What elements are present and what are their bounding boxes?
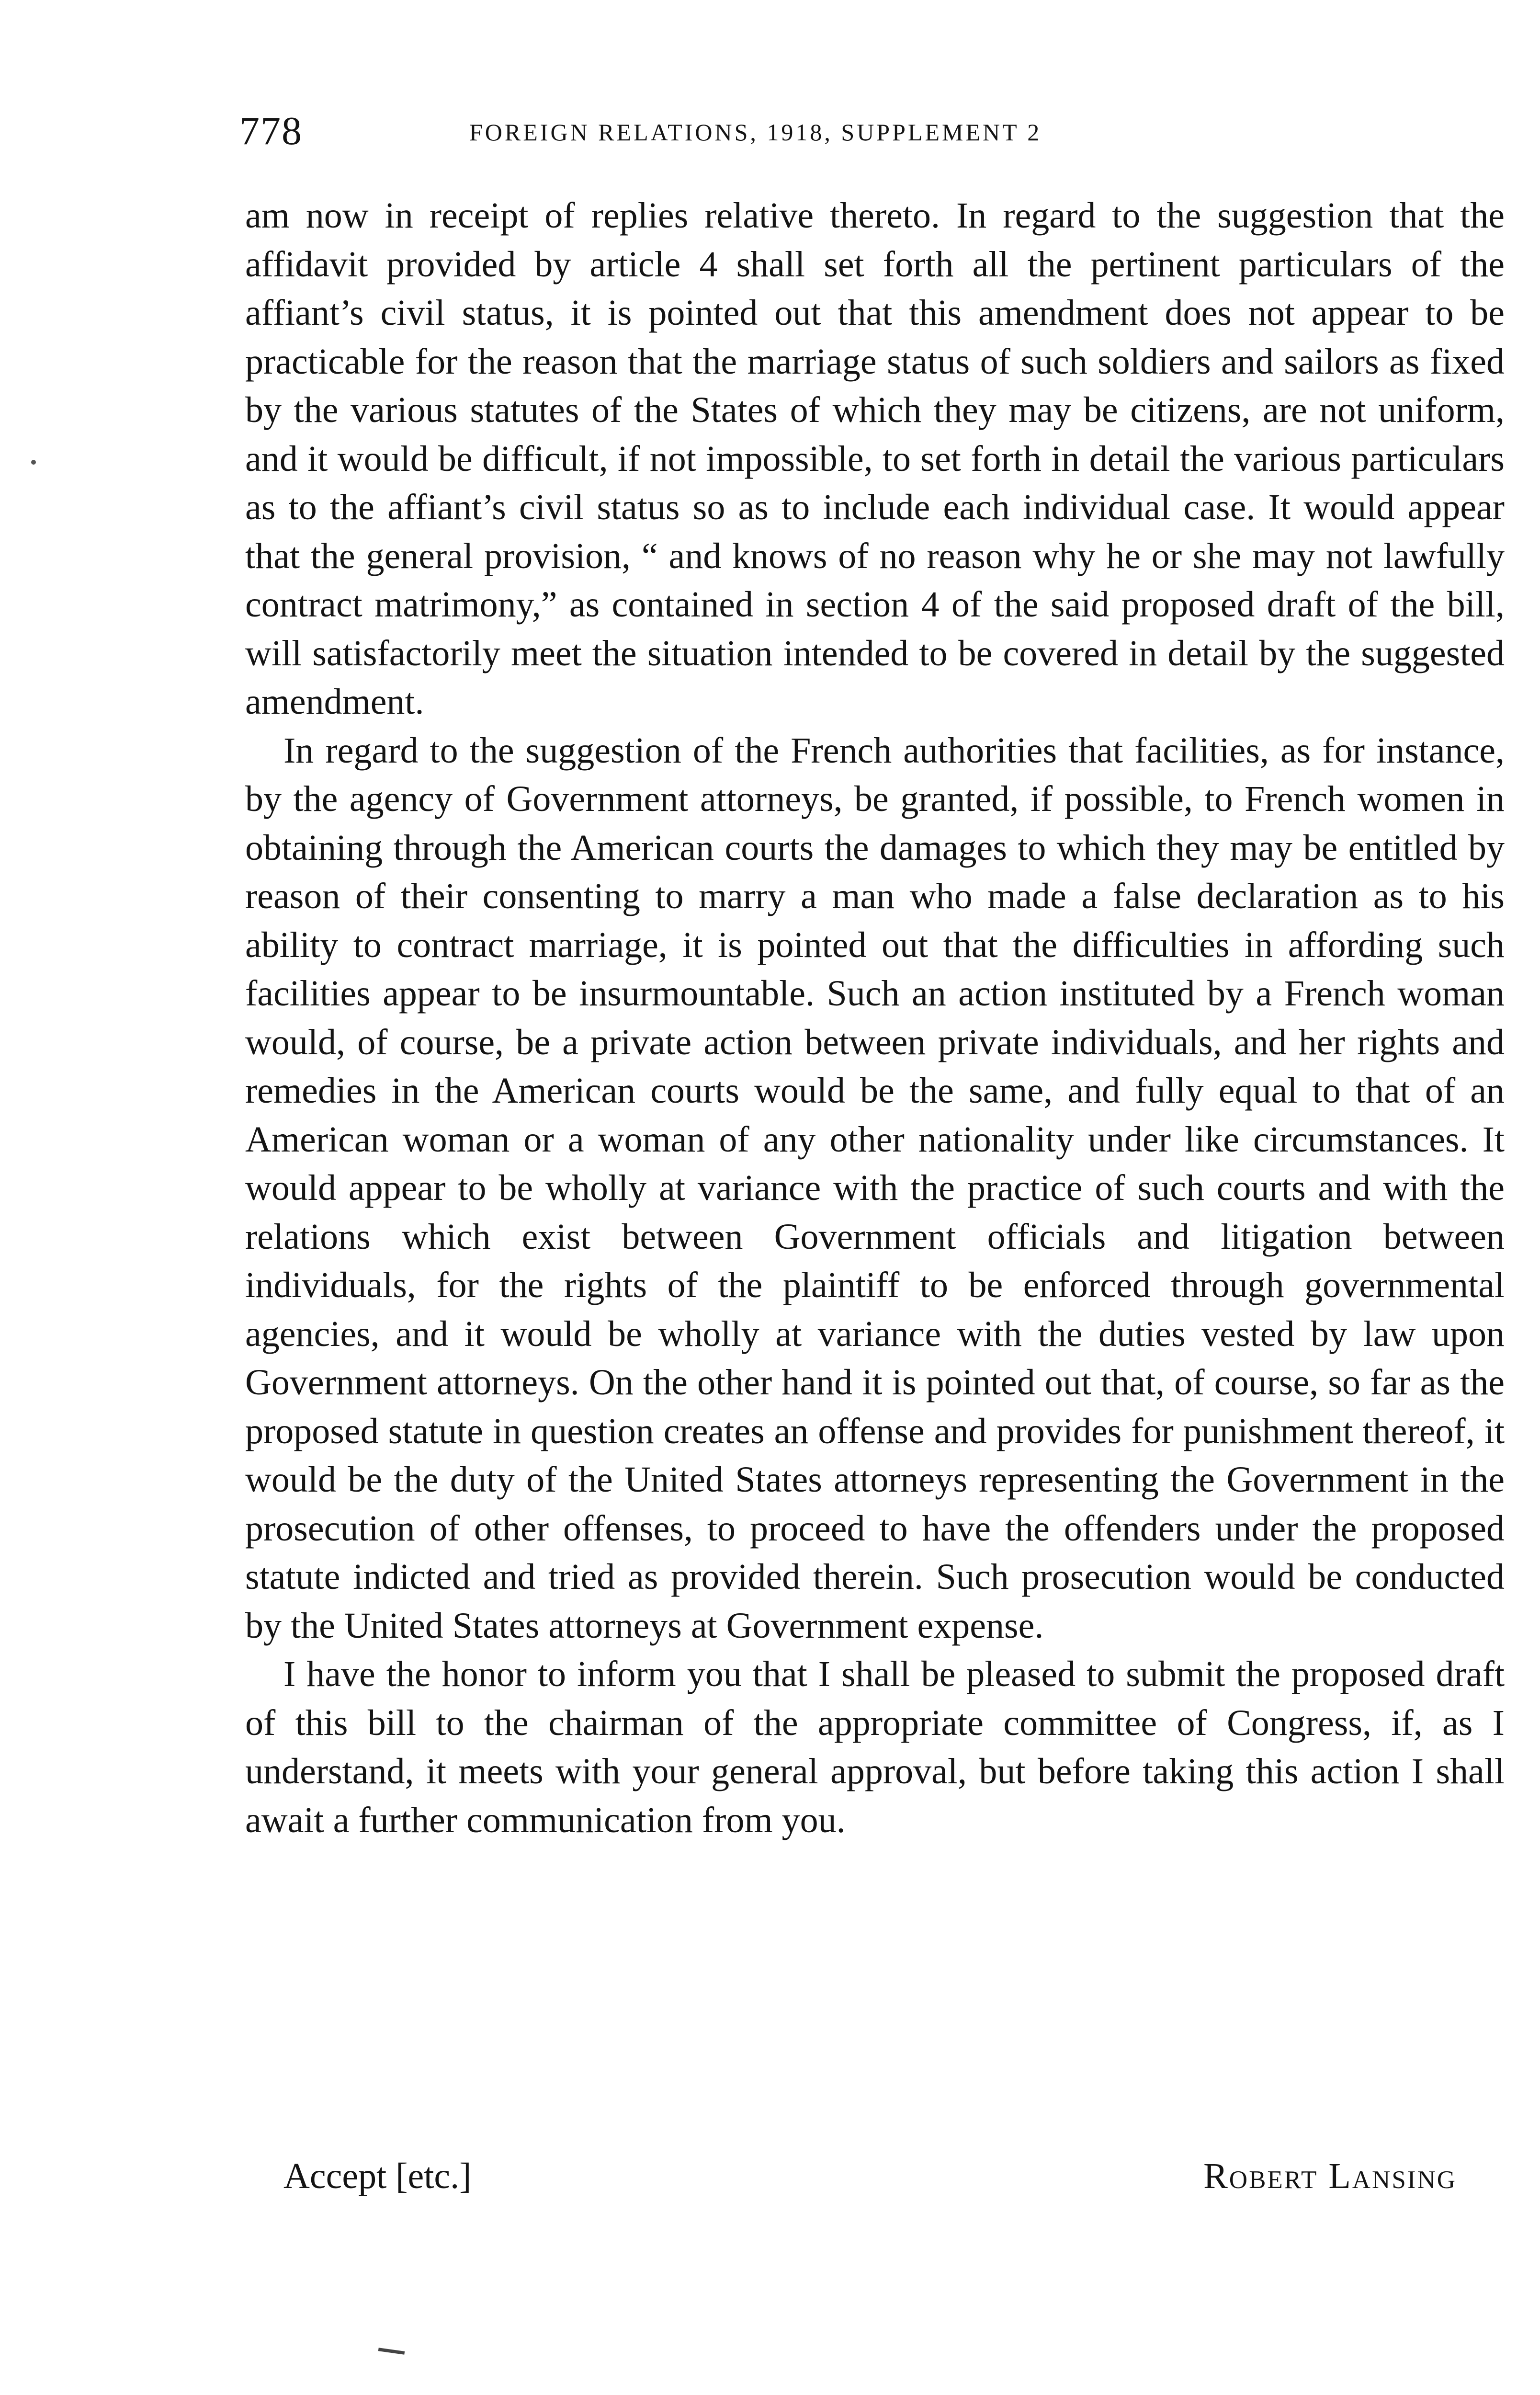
paragraph-submit-draft: I have the honor to inform you that I shall be pleased to submit the proposed draft of this bill to the chairman of the appropriate committee of Congress, if, as I understand, it meets with your general approval, but before taking this action I shall await a further communication from you. (245, 1654, 1505, 1840)
running-head: FOREIGN RELATIONS, 1918, SUPPLEMENT 2 (469, 119, 1042, 146)
stray-mark (378, 2348, 405, 2355)
page-number: 778 (239, 109, 303, 153)
page-header (239, 108, 1513, 170)
margin-speck (31, 460, 36, 465)
paragraph-french-authorities: In regard to the suggestion of the French authorities that facilities, as for instance, by the agency of Government attorneys, be granted, if possible, to French women in obtaining through the American courts the damages to which they may be entitled by reason of their consenting to marry a man who made a false declaration as to his ability to contract marriage, it is pointed out that the difficulties in affording such facilities appear to be insurmountable. Such an action instituted by a French woman would, of course, be a private action between private individuals, and her rights and remedies in the American courts would be the same, and fully equal to that of an American woman or a woman of any other nationality under like circumstances. It would appear to be wholly at variance with the practice of such courts and with the relations which exist between Government officials and litigation between individuals, for the rights of the plaintiff to be enforced through governmental agencies, and it would be wholly at variance with the duties vested by law upon Government attorneys. On the other hand it is pointed out that, of course, so far as the proposed statute in question creates an offense and provides for punishment thereof, it would be the duty of the United States attorneys representing the Government in the prosecution of other offenses, to proceed to have the offenders under the proposed statute indicted and tried as provided therein. Such prosecution would be conducted by the United States attorneys at Government expense. (245, 730, 1505, 1646)
letter-closing (245, 2156, 1457, 2208)
letter-body (245, 192, 1505, 1845)
signature: Robert Lansing (1203, 2156, 1457, 2196)
paragraph-continued: am now in receipt of replies relative thereto. In regard to the suggestion that the affidavit provided by article 4 shall set forth all the pertinent particulars of the affiant’s civil status, it is pointed out that this amendment does not appear to be practicable for the reason that the marriage status of such soldiers and sailors as fixed by the various statutes of the States of which they may be citizens, are not uniform, and it would be difficult, if not impossible, to set forth in detail the various particulars as to the affiant’s civil status so as to include each individual case. It would appear that the general provision, “ and knows of no reason why he or she may not lawfully contract matrimony,” as contained in section 4 of the said proposed draft of the bill, will satisfactorily meet the situation intended to be covered in detail by the suggested amendment. (245, 195, 1505, 722)
complimentary-close: Accept [etc.] (283, 2156, 472, 2196)
